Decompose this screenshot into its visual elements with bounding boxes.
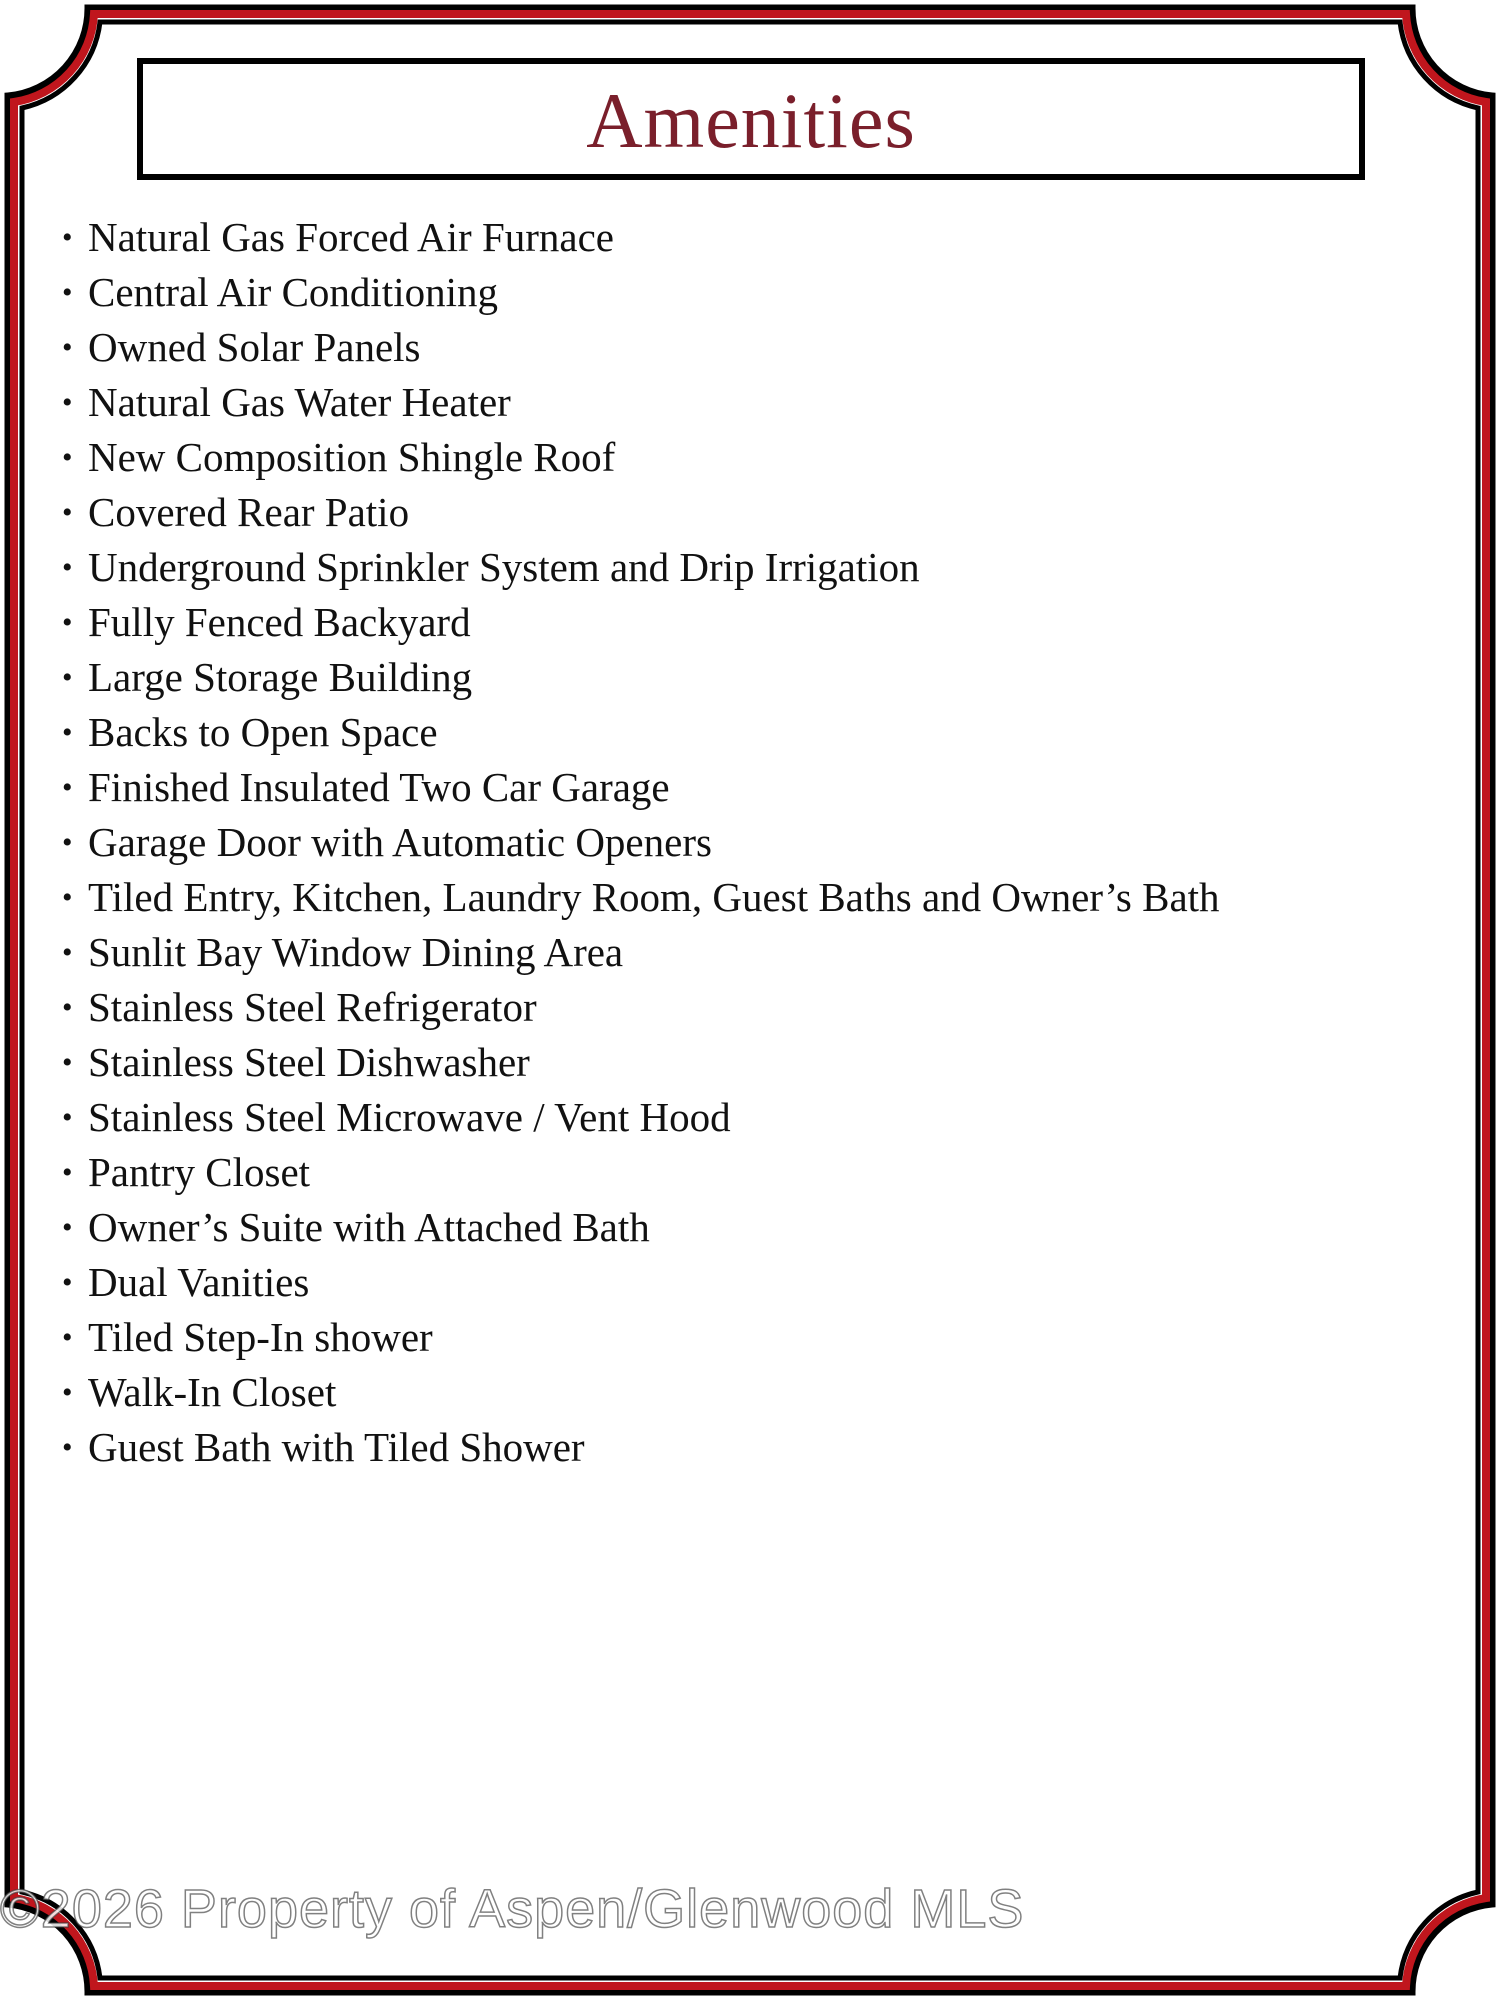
bullet-icon: • <box>62 936 73 969</box>
amenity-item <box>62 1310 1220 1365</box>
amenity-label: Stainless Steel Microwave / Vent Hood <box>88 1094 731 1140</box>
bullet-icon: • <box>62 276 73 309</box>
bullet-icon: • <box>62 771 73 804</box>
amenity-item <box>62 980 1220 1035</box>
amenity-label: Large Storage Building <box>88 654 473 700</box>
amenity-item <box>62 1090 1220 1145</box>
title-box <box>137 58 1365 180</box>
bullet-icon: • <box>62 991 73 1024</box>
amenity-label: Central Air Conditioning <box>88 269 498 315</box>
amenity-label: Garage Door with Automatic Openers <box>88 819 712 865</box>
amenity-item <box>62 760 1220 815</box>
amenity-label: Underground Sprinkler System and Drip Irrigation <box>88 544 920 590</box>
amenity-item <box>62 430 1220 485</box>
amenity-item <box>62 1035 1220 1090</box>
amenity-item <box>62 210 1220 265</box>
amenity-item <box>62 925 1220 980</box>
bullet-icon: • <box>62 826 73 859</box>
bullet-icon: • <box>62 1046 73 1079</box>
bullet-icon: • <box>62 1321 73 1354</box>
bullet-icon: • <box>62 1376 73 1409</box>
amenity-item <box>62 1200 1220 1255</box>
amenity-item <box>62 650 1220 705</box>
bullet-icon: • <box>62 1156 73 1189</box>
bullet-icon: • <box>62 441 73 474</box>
bullet-icon: • <box>62 1266 73 1299</box>
bullet-icon: • <box>62 716 73 749</box>
amenity-item <box>62 1365 1220 1420</box>
amenity-item <box>62 485 1220 540</box>
amenity-label: Stainless Steel Dishwasher <box>88 1039 530 1085</box>
amenity-item <box>62 375 1220 430</box>
bullet-icon: • <box>62 221 73 254</box>
bullet-icon: • <box>62 331 73 364</box>
amenity-item <box>62 595 1220 650</box>
amenity-label: Owner’s Suite with Attached Bath <box>88 1204 650 1250</box>
amenity-item <box>62 540 1220 595</box>
amenity-label: Pantry Closet <box>88 1149 311 1195</box>
amenity-item <box>62 265 1220 320</box>
amenity-label: Fully Fenced Backyard <box>88 599 471 645</box>
bullet-icon: • <box>62 551 73 584</box>
bullet-icon: • <box>62 386 73 419</box>
amenity-label: Finished Insulated Two Car Garage <box>88 764 670 810</box>
amenity-label: Dual Vanities <box>88 1259 310 1305</box>
amenity-item <box>62 815 1220 870</box>
watermark: ©2026 Property of Aspen/Glenwood MLS <box>0 1879 1025 1939</box>
amenity-label: Natural Gas Forced Air Furnace <box>88 214 614 260</box>
amenity-item <box>62 1145 1220 1200</box>
bullet-icon: • <box>62 1101 73 1134</box>
amenity-label: Covered Rear Patio <box>88 489 410 535</box>
bullet-icon: • <box>62 496 73 529</box>
amenity-item <box>62 705 1220 760</box>
amenity-label: Backs to Open Space <box>88 709 438 755</box>
bullet-icon: • <box>62 606 73 639</box>
amenity-label: Stainless Steel Refrigerator <box>88 984 537 1030</box>
bullet-icon: • <box>62 1431 73 1464</box>
amenity-item <box>62 1255 1220 1310</box>
amenity-label: Natural Gas Water Heater <box>88 379 511 425</box>
amenity-label: Sunlit Bay Window Dining Area <box>88 929 624 975</box>
amenities-list <box>62 210 1220 1475</box>
amenity-label: Tiled Step-In shower <box>88 1314 433 1360</box>
amenity-label: New Composition Shingle Roof <box>88 434 616 480</box>
amenity-label: Owned Solar Panels <box>88 324 421 370</box>
page-title: Amenities <box>586 77 916 164</box>
amenity-item <box>62 320 1220 375</box>
bullet-icon: • <box>62 881 73 914</box>
amenity-item <box>62 1420 1220 1475</box>
amenity-item <box>62 870 1220 925</box>
bullet-icon: • <box>62 661 73 694</box>
amenity-label: Guest Bath with Tiled Shower <box>88 1424 585 1470</box>
amenity-label: Tiled Entry, Kitchen, Laundry Room, Guest Baths and Owner’s Bath <box>88 874 1220 920</box>
amenity-label: Walk-In Closet <box>88 1369 337 1415</box>
bullet-icon: • <box>62 1211 73 1244</box>
